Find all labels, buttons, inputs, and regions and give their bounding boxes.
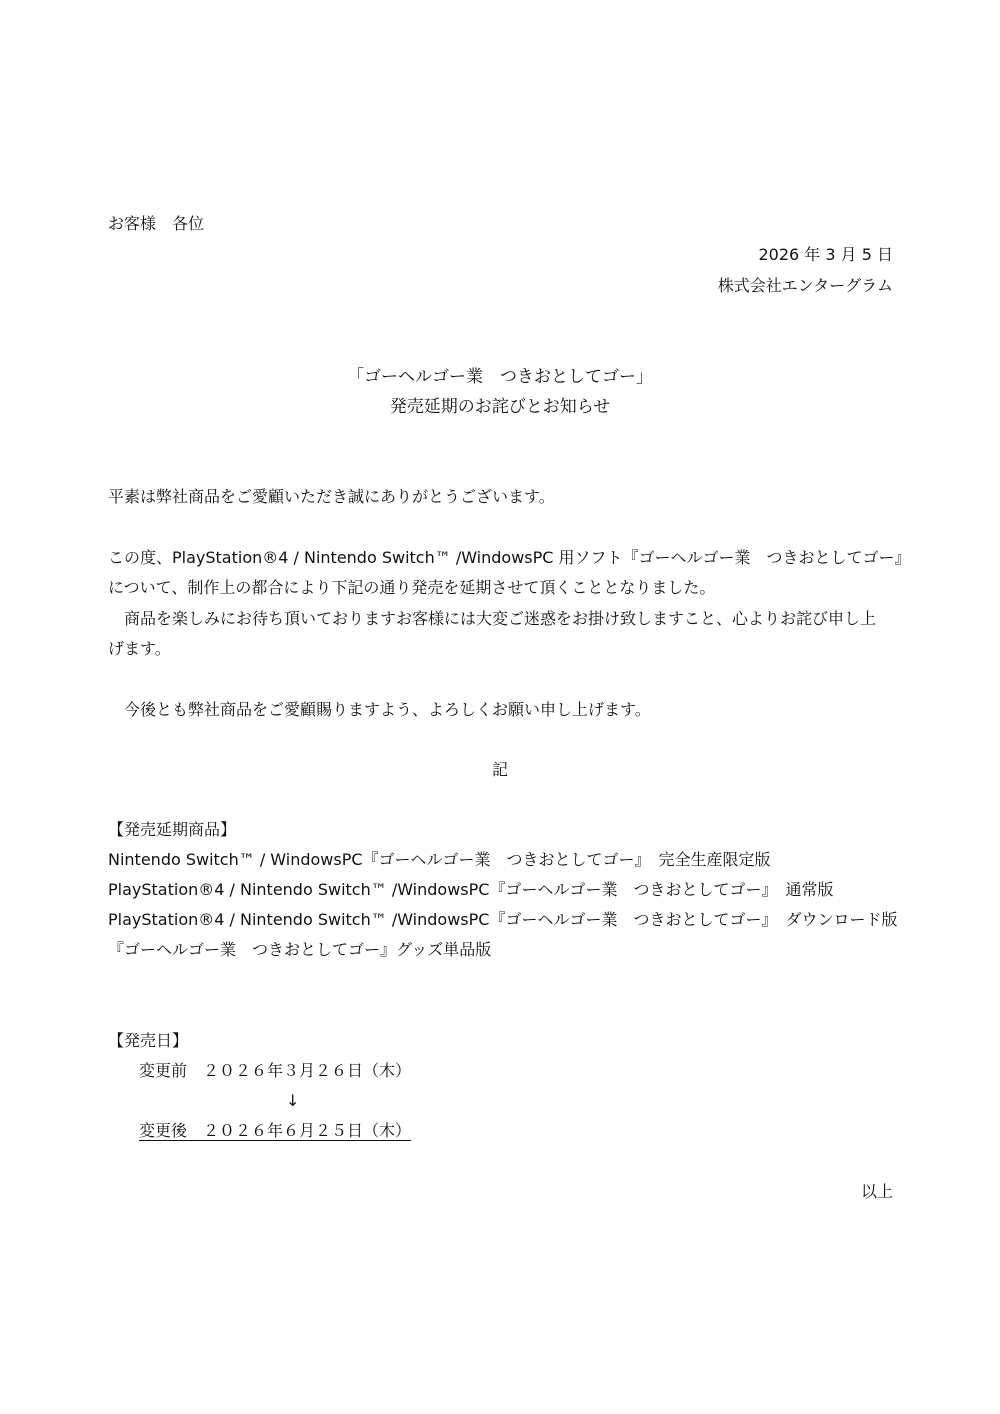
closing: 以上 — [860, 1182, 893, 1201]
body-paragraph-2-line-2: げます。 — [108, 639, 171, 658]
release-date-before: 変更前 ２０２６年３月２６日（木） — [139, 1061, 412, 1080]
body-paragraph-3: 今後とも弊社商品をご愛顧賜りますよう、よろしくお願い申し上げます。 — [108, 700, 651, 719]
products-heading: 【発売延期商品】 — [108, 820, 237, 839]
product-item: 『ゴーヘルゴー業 つきおとしてゴー』グッズ単品版 — [108, 940, 492, 959]
body-paragraph-1-line-2: について、制作上の都合により下記の通り発売を延期させて頂くこととなりました。 — [108, 578, 716, 597]
body-paragraph-1-line-1: この度、PlayStation®4 / Nintendo Switch™ /WindowsPC 用ソフト『ゴーヘルゴー業 つきおとしてゴー』 — [108, 548, 911, 567]
company-name: 株式会社エンターグラム — [717, 276, 893, 295]
release-date-after: 変更後 ２０２６年６月２５日（木） — [139, 1121, 412, 1140]
body-paragraph-2-line-1: 商品を楽しみにお待ち頂いておりますお客様には大変ご迷惑をお掛け致しますこと、心よりお詫び申し上 — [108, 609, 877, 628]
title-line-2: 発売延期のお詫びとお知らせ — [389, 397, 611, 417]
product-item: PlayStation®4 / Nintendo Switch™ /WindowsPC『ゴーヘルゴー業 つきおとしてゴー』 ダウンロード版 — [108, 910, 898, 929]
greeting: 平素は弊社商品をご愛顧いただき誠にありがとうございます。 — [108, 487, 555, 506]
date: 2026 年 3 月 5 日 — [758, 245, 893, 264]
release-heading: 【発売日】 — [108, 1031, 189, 1050]
release-arrow: ↓ — [286, 1091, 300, 1110]
product-item: PlayStation®4 / Nintendo Switch™ /WindowsPC『ゴーヘルゴー業 つきおとしてゴー』 通常版 — [108, 880, 834, 899]
recipient: お客様 各位 — [108, 214, 205, 233]
ki-marker: 記 — [491, 760, 508, 779]
title-line-1: 「ゴーヘルゴー業 つきおとしてゴー」 — [347, 367, 653, 387]
product-item: Nintendo Switch™ / WindowsPC『ゴーヘルゴー業 つきおとしてゴー』 完全生産限定版 — [108, 850, 771, 869]
